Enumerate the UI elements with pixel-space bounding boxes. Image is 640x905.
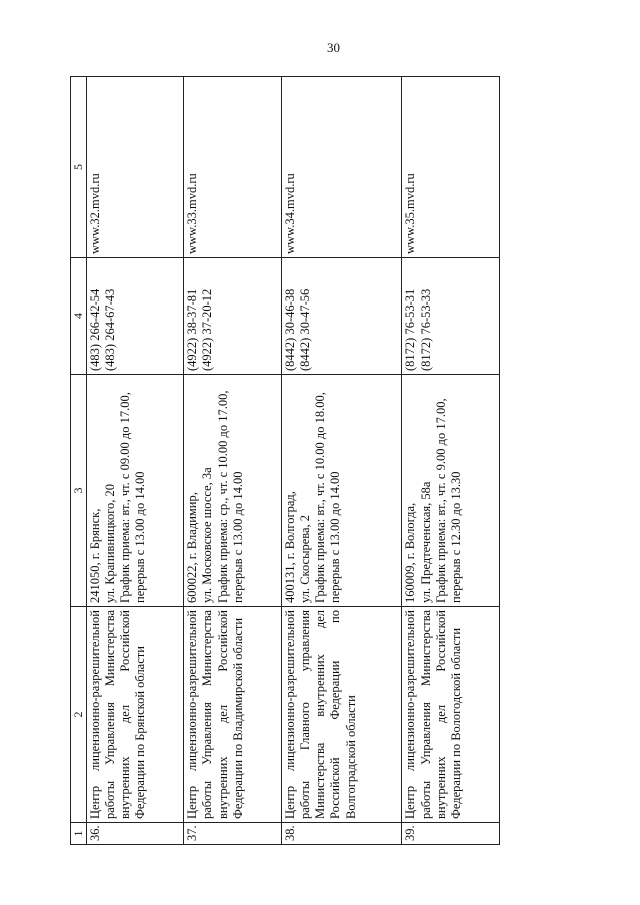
table-header-row [71, 77, 87, 845]
phone-number: (483) 264-67-43 [102, 288, 117, 371]
reception-schedule: График приема: вт., чт. с 09.00 до 17.00, перерыв с 13.00 до 14.00 [118, 392, 148, 603]
phone-number: (8442) 30-47-56 [297, 288, 312, 371]
address-city: 400131, г. Волгоград, [282, 491, 297, 603]
rotated-table-container [70, 77, 500, 845]
column-header: 1 [71, 823, 87, 845]
address-cell [184, 375, 282, 607]
address-cell [86, 375, 184, 607]
address-cell [402, 375, 500, 607]
table-row [86, 77, 184, 845]
website-link[interactable]: www.34.mvd.ru [281, 77, 402, 258]
address-street: ул. Московское шоссе, 3а [200, 467, 215, 603]
address-city: 241050, г. Брянск, [87, 508, 102, 603]
website-link[interactable]: www.32.mvd.ru [86, 77, 184, 258]
reception-schedule: График приема: вт., чт. с 10.00 до 18.00, перерыв с 13.00 до 14.00 [313, 392, 343, 603]
website-link[interactable]: www.35.mvd.ru [402, 77, 500, 258]
phone-number: (8442) 30-46-38 [282, 288, 297, 371]
column-header: 2 [71, 607, 87, 823]
row-number: 36. [86, 823, 184, 845]
phone-number: (4922) 38-37-81 [185, 288, 200, 371]
reception-schedule: График приема: вт., чт. с 9.00 до 17.00, перерыв с 12.30 до 13.30 [433, 398, 464, 603]
phone-number: (483) 266-42-54 [87, 288, 102, 371]
phone-cell [402, 258, 500, 375]
column-header: 3 [71, 375, 87, 607]
organization-name: Центр лицензионно-разрешительной работы Главного управления Министерства внутренних дел Российской Федерации по Волгоградской области [281, 607, 402, 823]
address-city: 160009, г. Вологда, [403, 502, 418, 603]
licensing-centers-table [70, 76, 500, 845]
reception-schedule: График приема: ср., чт. с 10.00 до 17.00, перерыв с 13.00 до 14.00 [215, 390, 245, 603]
address-cell [281, 375, 402, 607]
phone-number: (8172) 76-53-31 [403, 288, 418, 371]
phone-cell [86, 258, 184, 375]
row-number: 37. [184, 823, 282, 845]
table-row [184, 77, 282, 845]
table-row [402, 77, 500, 845]
row-number: 38. [281, 823, 402, 845]
address-street: ул. Предтеченская, 58а [418, 481, 433, 603]
column-header: 4 [71, 258, 87, 375]
address-street: ул. Крапивницкого, 20 [102, 483, 117, 603]
organization-name: Центр лицензионно-разрешительной работы Управления Министерства внутренних дел Российской Федерации по Владимирской области [184, 607, 282, 823]
phone-cell [184, 258, 282, 375]
table-row [281, 77, 402, 845]
row-number: 39. [402, 823, 500, 845]
phone-number: (8172) 76-53-33 [418, 288, 433, 371]
page-number: 30 [327, 40, 340, 55]
column-header: 5 [71, 77, 87, 258]
website-link[interactable]: www.33.mvd.ru [184, 77, 282, 258]
phone-number: (4922) 37-20-12 [200, 288, 215, 371]
address-city: 600022, г. Владимир, [185, 492, 200, 603]
organization-name: Центр лицензионно-разрешительной работы Управления Министерства внутренних дел Российской Федерации по Брянской области [86, 607, 184, 823]
organization-name: Центр лицензионно-разрешительной работы Управления Министерства внутренних дел Российской Федерации по Вологодской области [402, 607, 500, 823]
address-street: ул. Скосырева, 2 [297, 514, 312, 603]
phone-cell [281, 258, 402, 375]
